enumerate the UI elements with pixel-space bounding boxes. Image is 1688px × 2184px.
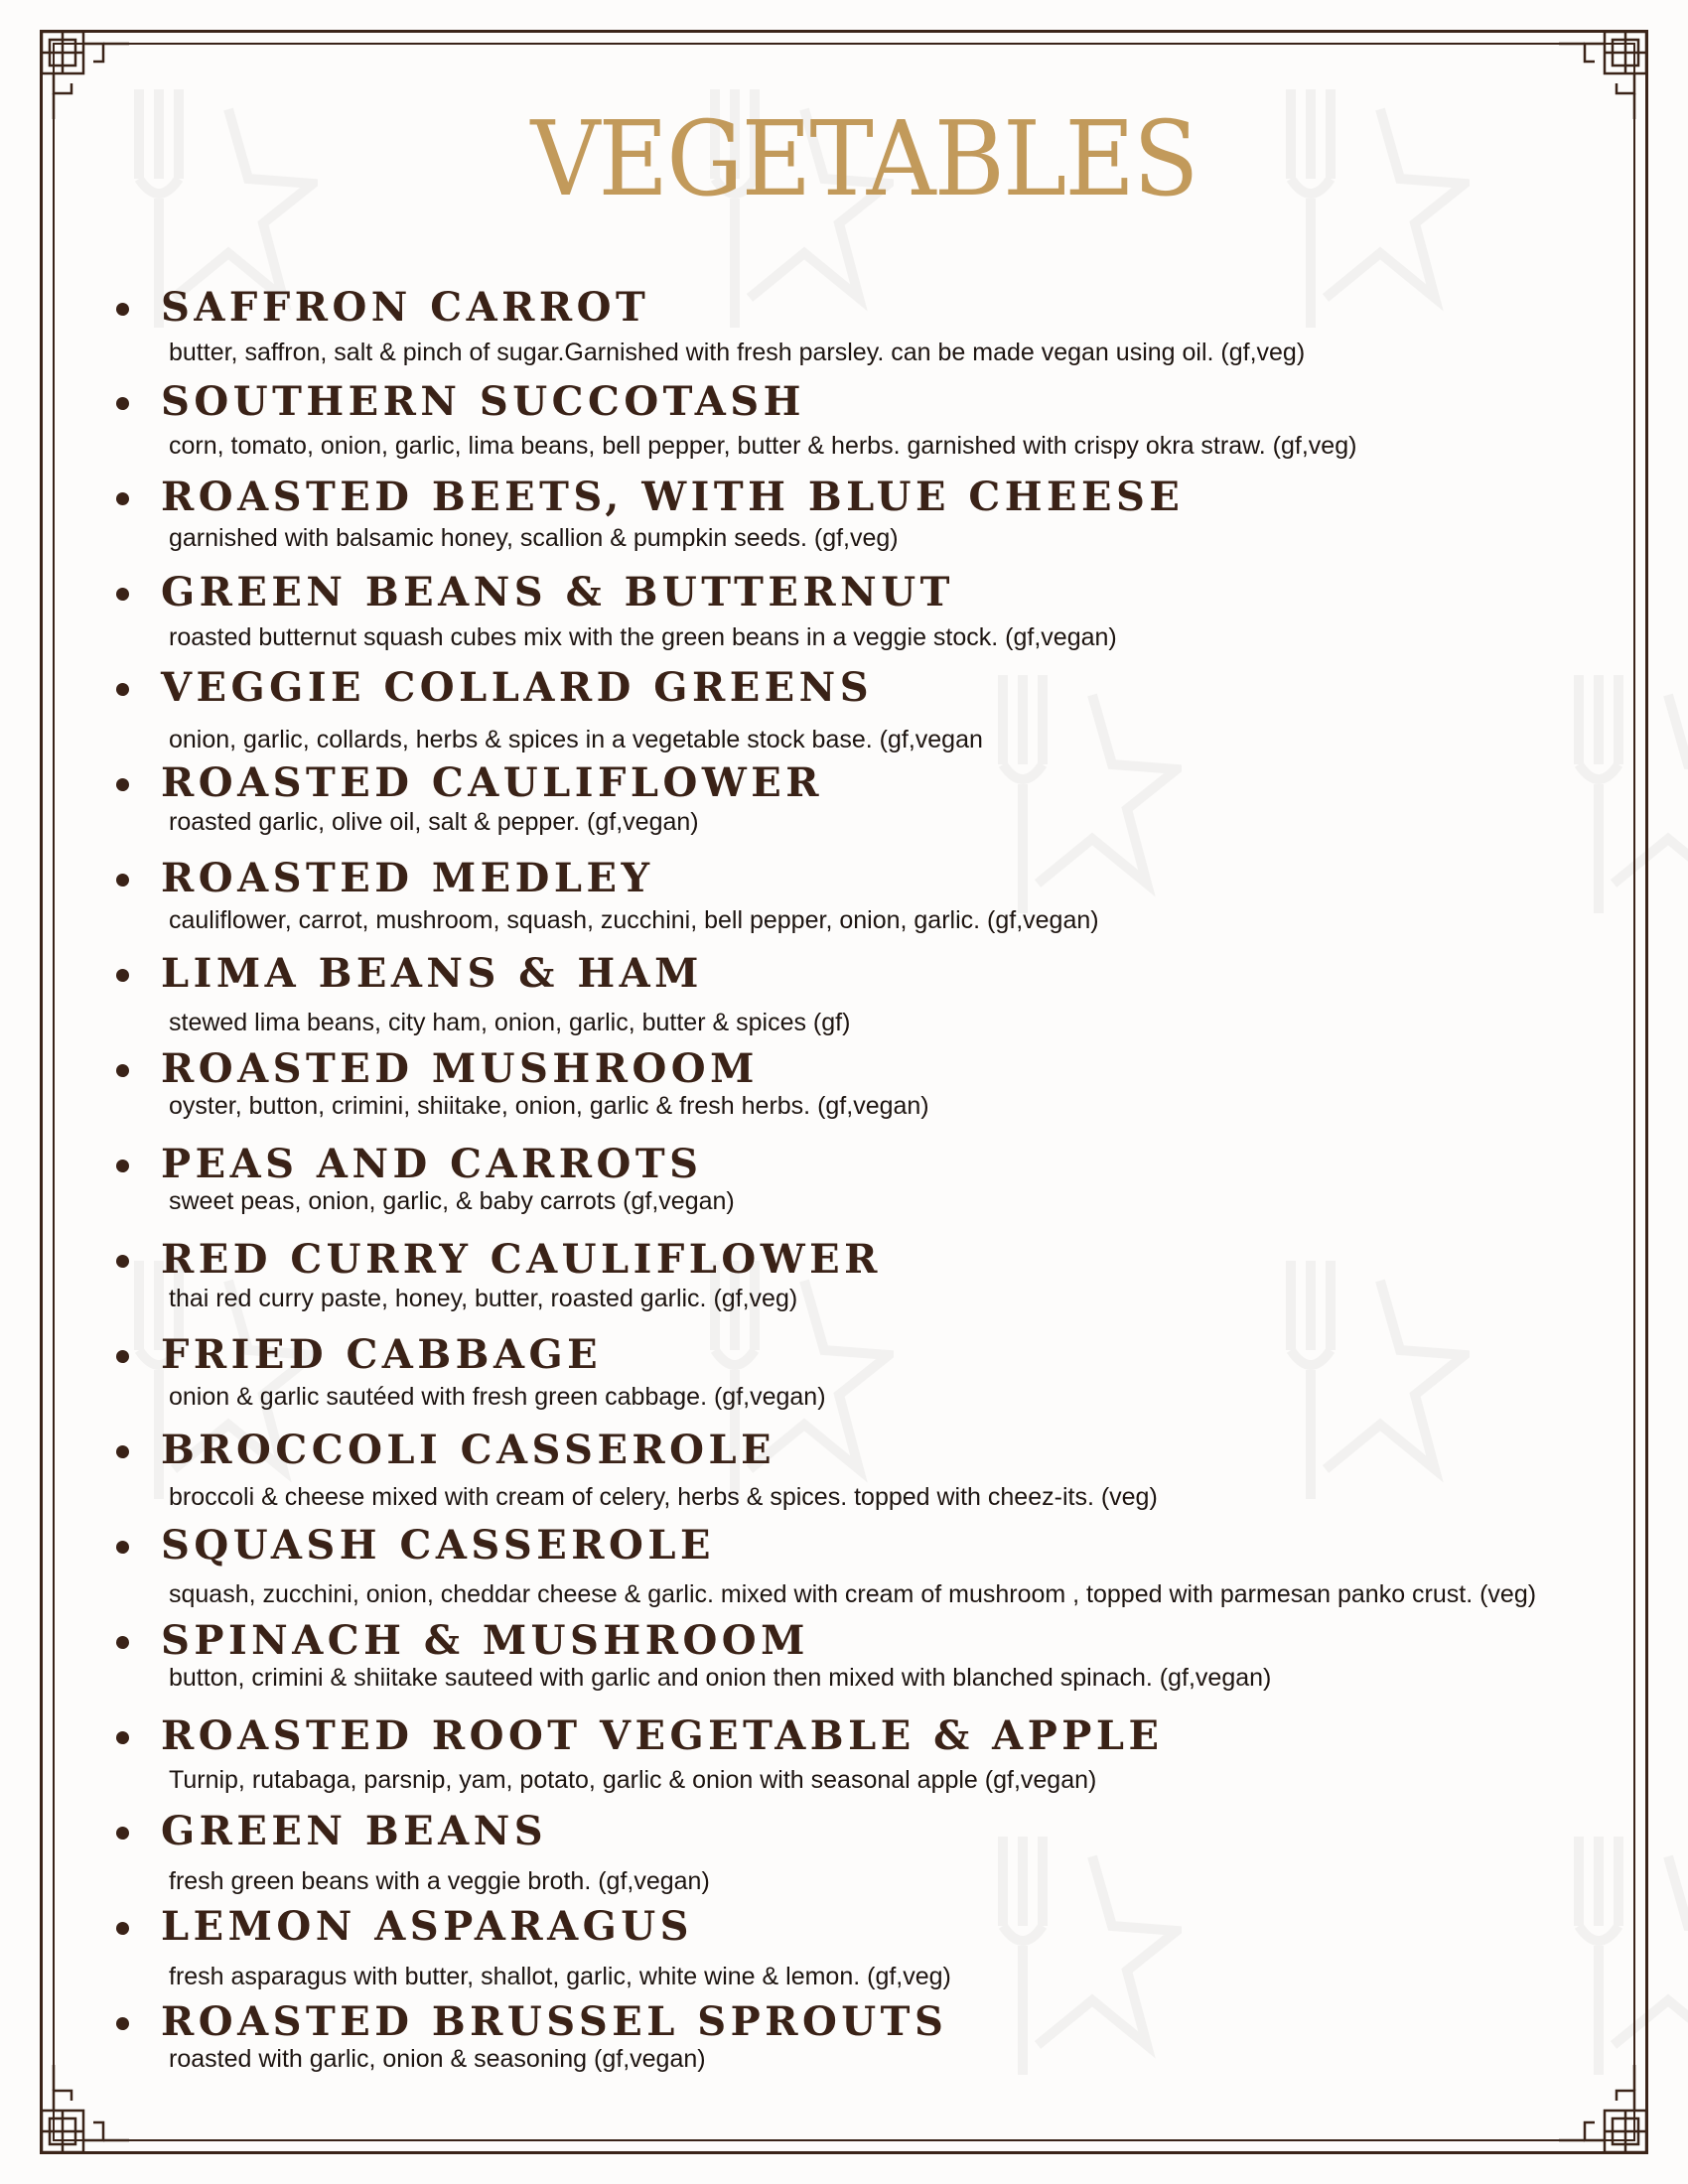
menu-item-name bbox=[111, 1141, 1620, 1187]
menu-item bbox=[111, 569, 1620, 651]
menu-item-name-text: BROCCOLI CASSEROLE bbox=[161, 1427, 776, 1473]
bullet-icon bbox=[116, 969, 129, 982]
bullet-icon bbox=[116, 1350, 129, 1363]
menu-item bbox=[111, 1045, 1620, 1120]
menu-item bbox=[111, 1998, 1620, 2073]
menu-item bbox=[111, 1236, 1620, 1312]
bullet-icon bbox=[116, 1445, 129, 1458]
menu-item-description: thai red curry paste, honey, butter, roasted garlic. (gf,veg) bbox=[169, 1285, 798, 1312]
menu-item-name bbox=[111, 474, 1620, 520]
menu-item-name-text: SPINACH & MUSHROOM bbox=[161, 1617, 809, 1664]
menu-item-name-text: GREEN BEANS & BUTTERNUT bbox=[161, 569, 954, 615]
menu-item-name-text: LIMA BEANS & HAM bbox=[161, 950, 703, 997]
menu-item-name-text: SAFFRON CARROT bbox=[161, 284, 650, 331]
bullet-icon bbox=[116, 778, 129, 791]
corner-ornament-icon bbox=[1559, 24, 1654, 119]
menu-item-name bbox=[111, 855, 1620, 901]
menu-item-description: button, crimini & shiitake sauteed with garlic and onion then mixed with blanched spinach. (gf,vegan) bbox=[169, 1664, 1272, 1692]
menu-item-name-text: ROASTED CAULIFLOWER bbox=[161, 759, 823, 806]
menu-item-description: sweet peas, onion, garlic, & baby carrots (gf,vegan) bbox=[169, 1187, 735, 1215]
menu-item bbox=[111, 855, 1620, 934]
menu-item bbox=[111, 284, 1620, 366]
bullet-icon bbox=[116, 1827, 129, 1840]
menu-item-description: corn, tomato, onion, garlic, lima beans, bell pepper, butter & herbs. garnished with crispy okra straw. (gf,veg) bbox=[169, 432, 1357, 460]
bullet-icon bbox=[116, 1064, 129, 1077]
bullet-icon bbox=[116, 1255, 129, 1268]
menu-item-name bbox=[111, 1522, 1620, 1569]
bullet-icon bbox=[116, 303, 129, 316]
menu-item-name bbox=[111, 284, 1620, 331]
bullet-icon bbox=[116, 397, 129, 410]
menu-item-name bbox=[111, 1808, 1620, 1854]
menu-item-name-text: SOUTHERN SUCCOTASH bbox=[161, 378, 805, 425]
menu-item-description: fresh green beans with a veggie broth. (gf,vegan) bbox=[169, 1867, 710, 1895]
menu-item-name bbox=[111, 1617, 1620, 1664]
menu-item bbox=[111, 1331, 1620, 1411]
menu-item bbox=[111, 1141, 1620, 1215]
corner-ornament-icon bbox=[34, 24, 129, 119]
menu-item-name bbox=[111, 378, 1620, 425]
bullet-icon bbox=[116, 1636, 129, 1649]
menu-item bbox=[111, 950, 1620, 1036]
menu-item-name bbox=[111, 1427, 1620, 1473]
menu-item-name-text: ROASTED BRUSSEL SPROUTS bbox=[161, 1998, 948, 2045]
menu-item-description: stewed lima beans, city ham, onion, garlic, butter & spices (gf) bbox=[169, 1009, 851, 1036]
bullet-icon bbox=[116, 874, 129, 887]
menu-item-name bbox=[111, 950, 1620, 997]
menu-item-description: butter, saffron, salt & pinch of sugar.Garnished with fresh parsley. can be made vegan using oil. (gf,veg) bbox=[169, 339, 1306, 366]
bullet-icon bbox=[116, 492, 129, 505]
page-title: VEGETABLES bbox=[530, 98, 1197, 219]
menu-item-description: broccoli & cheese mixed with cream of celery, herbs & spices. topped with cheez-its. (veg) bbox=[169, 1483, 1158, 1511]
bullet-icon bbox=[116, 588, 129, 601]
menu-item-name-text: ROASTED BEETS, WITH BLUE CHEESE bbox=[161, 474, 1185, 520]
menu-item bbox=[111, 1427, 1620, 1511]
bullet-icon bbox=[116, 683, 129, 696]
menu-item-description: oyster, button, crimini, shiitake, onion, garlic & fresh herbs. (gf,vegan) bbox=[169, 1092, 929, 1120]
menu-item-name-text: SQUASH CASSEROLE bbox=[161, 1522, 715, 1569]
menu-item-description: onion, garlic, collards, herbs & spices in a vegetable stock base. (gf,vegan bbox=[169, 726, 983, 753]
bullet-icon bbox=[116, 1160, 129, 1172]
menu-item-name bbox=[111, 1331, 1620, 1378]
menu-item-description: onion & garlic sautéed with fresh green cabbage. (gf,vegan) bbox=[169, 1383, 826, 1411]
menu-item bbox=[111, 1808, 1620, 1895]
menu-item bbox=[111, 759, 1620, 836]
menu-item-description: cauliflower, carrot, mushroom, squash, zucchini, bell pepper, onion, garlic. (gf,vegan) bbox=[169, 906, 1099, 934]
menu-item bbox=[111, 1712, 1620, 1794]
menu-item-name-text: ROASTED MUSHROOM bbox=[161, 1045, 759, 1092]
menu-item-name-text: VEGGIE COLLARD GREENS bbox=[161, 664, 874, 711]
bullet-icon bbox=[116, 2017, 129, 2030]
menu-item bbox=[111, 1522, 1620, 1608]
corner-ornament-icon bbox=[1559, 2065, 1654, 2160]
menu-item bbox=[111, 474, 1620, 552]
menu-item bbox=[111, 378, 1620, 460]
menu-item-name bbox=[111, 569, 1620, 615]
menu-item-description: roasted with garlic, onion & seasoning (gf,vegan) bbox=[169, 2045, 706, 2073]
menu-item-name-text: FRIED CABBAGE bbox=[161, 1331, 603, 1378]
menu-item-name bbox=[111, 1712, 1620, 1759]
menu-item-name-text: ROASTED ROOT VEGETABLE & APPLE bbox=[161, 1712, 1164, 1759]
menu-item bbox=[111, 664, 1620, 753]
corner-ornament-icon bbox=[34, 2065, 129, 2160]
menu-item-name bbox=[111, 1045, 1620, 1092]
bullet-icon bbox=[116, 1541, 129, 1554]
menu-item-description: Turnip, rutabaga, parsnip, yam, potato, garlic & onion with seasonal apple (gf,vegan) bbox=[169, 1766, 1097, 1794]
menu-item-name bbox=[111, 1998, 1620, 2045]
menu-item-name bbox=[111, 759, 1620, 806]
menu-item bbox=[111, 1903, 1620, 1990]
menu-item-name-text: PEAS AND CARROTS bbox=[161, 1141, 703, 1187]
menu-item-name bbox=[111, 1903, 1620, 1950]
bullet-icon bbox=[116, 1731, 129, 1744]
menu-item-name-text: ROASTED MEDLEY bbox=[161, 855, 654, 901]
menu-item-description: roasted butternut squash cubes mix with the green beans in a veggie stock. (gf,vegan) bbox=[169, 623, 1117, 651]
menu-item-name bbox=[111, 664, 1620, 711]
bullet-icon bbox=[116, 1922, 129, 1935]
menu-item-name-text: LEMON ASPARAGUS bbox=[161, 1903, 694, 1950]
menu-item-description: fresh asparagus with butter, shallot, garlic, white wine & lemon. (gf,veg) bbox=[169, 1963, 951, 1990]
menu-item-name-text: RED CURRY CAULIFLOWER bbox=[161, 1236, 882, 1283]
menu-item-description: roasted garlic, olive oil, salt & pepper. (gf,vegan) bbox=[169, 808, 699, 836]
menu-item-description: garnished with balsamic honey, scallion & pumpkin seeds. (gf,veg) bbox=[169, 524, 899, 552]
menu-item bbox=[111, 1617, 1620, 1692]
menu-item-name-text: GREEN BEANS bbox=[161, 1808, 548, 1854]
menu-item-description: squash, zucchini, onion, cheddar cheese & garlic. mixed with cream of mushroom , topped with parmesan panko crust. (veg) bbox=[169, 1580, 1537, 1608]
menu-item-name bbox=[111, 1236, 1620, 1283]
